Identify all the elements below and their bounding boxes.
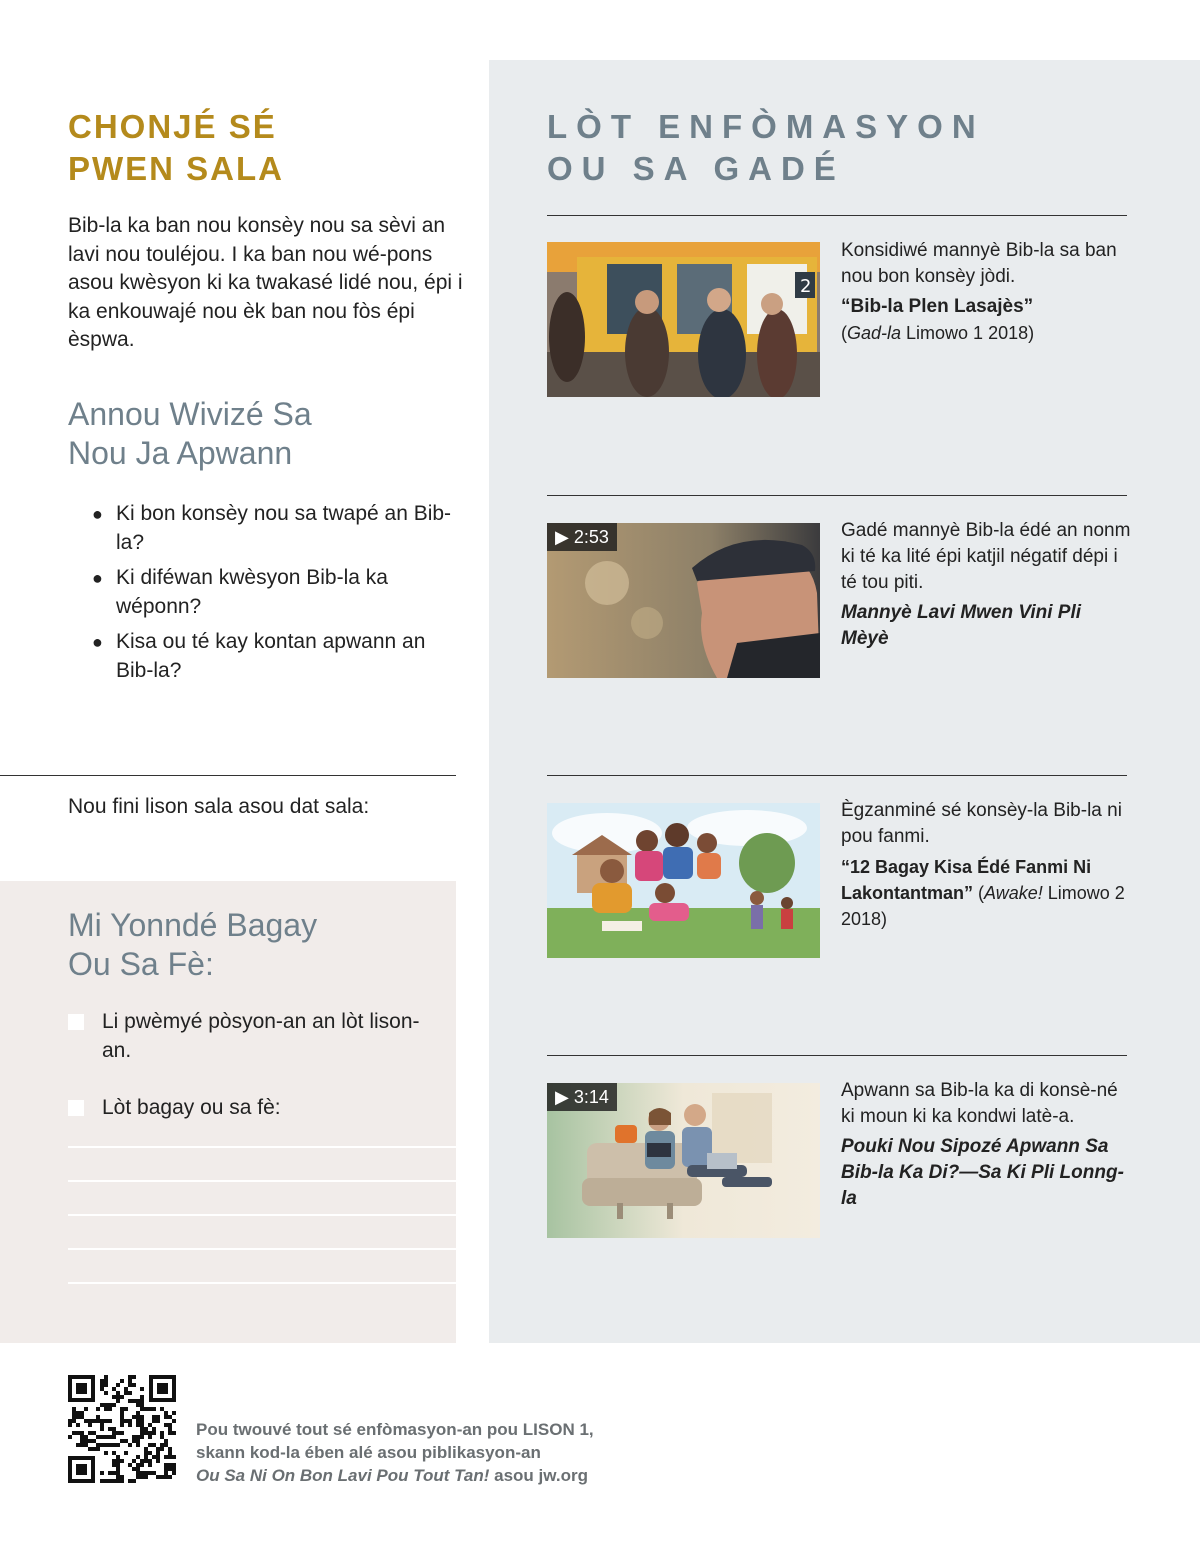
summary-heading: CHONJÉ SÉ PWEN SALA — [68, 108, 284, 187]
summary-text: Bib-la ka ban nou konsèy nou sa sèvi an lavi nou touléjou. I ka ban nou wé-pons asou kwèsyon ki ka twakasé lidé nou, épi i ka enkouwajé nou èk ban nou fòs épi èspwa. — [68, 214, 463, 351]
video-duration-badge: ▶ 3:14 — [547, 1083, 617, 1111]
article-info: Ègzanminé sé konsèy-la Bib-la ni pou fanmi. “12 Bagay Kisa Édé Fanmi Ni Lakontantman” (Awake! Limowo 2 2018) — [841, 800, 1125, 929]
write-line[interactable] — [68, 1248, 456, 1250]
write-line[interactable] — [68, 1180, 456, 1182]
lesson-date-label: Nou fini lison sala asou dat sala: — [68, 795, 370, 818]
video-thumbnail-man-in-cap[interactable] — [547, 523, 820, 678]
divider — [547, 1055, 1127, 1056]
checkbox[interactable] — [68, 1014, 84, 1030]
divider — [547, 215, 1127, 216]
list-item: ● Ki diféwan kwèsyon Bib-la ka wéponn? — [92, 566, 388, 618]
article-info: Konsidiwé mannyè Bib-la sa ban nou bon konsèy jòdi. “Bib-la Plen Lasajès” (Gad-la Limowo 1 2018) — [841, 238, 1131, 346]
article-link[interactable]: “12 Bagay Kisa Édé Fanmi Ni Lakontantman” — [841, 857, 1092, 903]
goals-heading: Mi Yonndé Bagay Ou Sa Fè: — [68, 907, 318, 982]
divider — [547, 775, 1127, 776]
footer-note: Pou twouvé tout sé enfòmasyon-an pou LISON 1, skann kod-la ében alé asou piblikasyon-an Ou Sa Ni On Bon Lavi Pou Tout Tan! asou jw.org — [196, 1420, 594, 1485]
write-line[interactable] — [68, 1146, 456, 1148]
bullet-icon: ● — [92, 504, 103, 524]
article-link[interactable]: “Bib-la Plen Lasajès” — [841, 296, 1034, 317]
video-duration-badge: ▶ 2:53 — [547, 523, 617, 551]
goal-item: Lòt bagay ou sa fè: — [68, 1094, 428, 1123]
video-thumbnail-couple-reading[interactable] — [547, 1083, 820, 1238]
article-thumbnail-family[interactable] — [547, 803, 820, 958]
checkbox[interactable] — [68, 1100, 84, 1116]
review-questions — [92, 500, 452, 692]
video-link[interactable]: Pouki Nou Sipozé Apwann Sa Bib-la Ka Di?—Sa Ki Pli Lonng-la — [841, 1136, 1124, 1209]
svg-text:2: 2 — [800, 276, 812, 297]
list-item: ● Kisa ou té kay kontan apwann an Bib-la? — [92, 630, 426, 682]
video-info: Gadé mannyè Bib-la édé an nonm ki té ka lité épi katjil négatif dépi i té tou piti. Mannyè Lavi Mwen Vini Pli Mèyè — [841, 518, 1131, 652]
bullet-icon: ● — [92, 568, 103, 588]
publication-reference: (Gad-la Limowo 1 2018) — [841, 323, 1035, 343]
goal-item: Li pwèmyé pòsyon-an an lòt lison-an. — [68, 1008, 428, 1065]
bullet-icon: ● — [92, 632, 103, 652]
write-line[interactable] — [68, 1214, 456, 1216]
divider — [547, 495, 1127, 496]
video-info: Apwann sa Bib-la ka di konsè-né ki moun ki ka kondwi latè-a. Pouki Nou Sipozé Apwann Sa Bib-la Ka Di?—Sa Ki Pli Lonng-la — [841, 1078, 1131, 1212]
list-item: ● Ki bon konsèy nou sa twapé an Bib-la? — [92, 502, 452, 554]
divider — [0, 775, 456, 776]
more-info-heading: LÒT ENFÒMASYON OU SA GADÉ — [547, 108, 985, 187]
qr-code[interactable] — [68, 1375, 176, 1483]
review-heading: Annou Wivizé Sa Nou Ja Apwann — [68, 396, 312, 471]
article-thumbnail-crowd-at-train[interactable] — [547, 242, 820, 397]
video-link[interactable]: Mannyè Lavi Mwen Vini Pli Mèyè — [841, 602, 1082, 649]
write-line[interactable] — [68, 1282, 456, 1284]
